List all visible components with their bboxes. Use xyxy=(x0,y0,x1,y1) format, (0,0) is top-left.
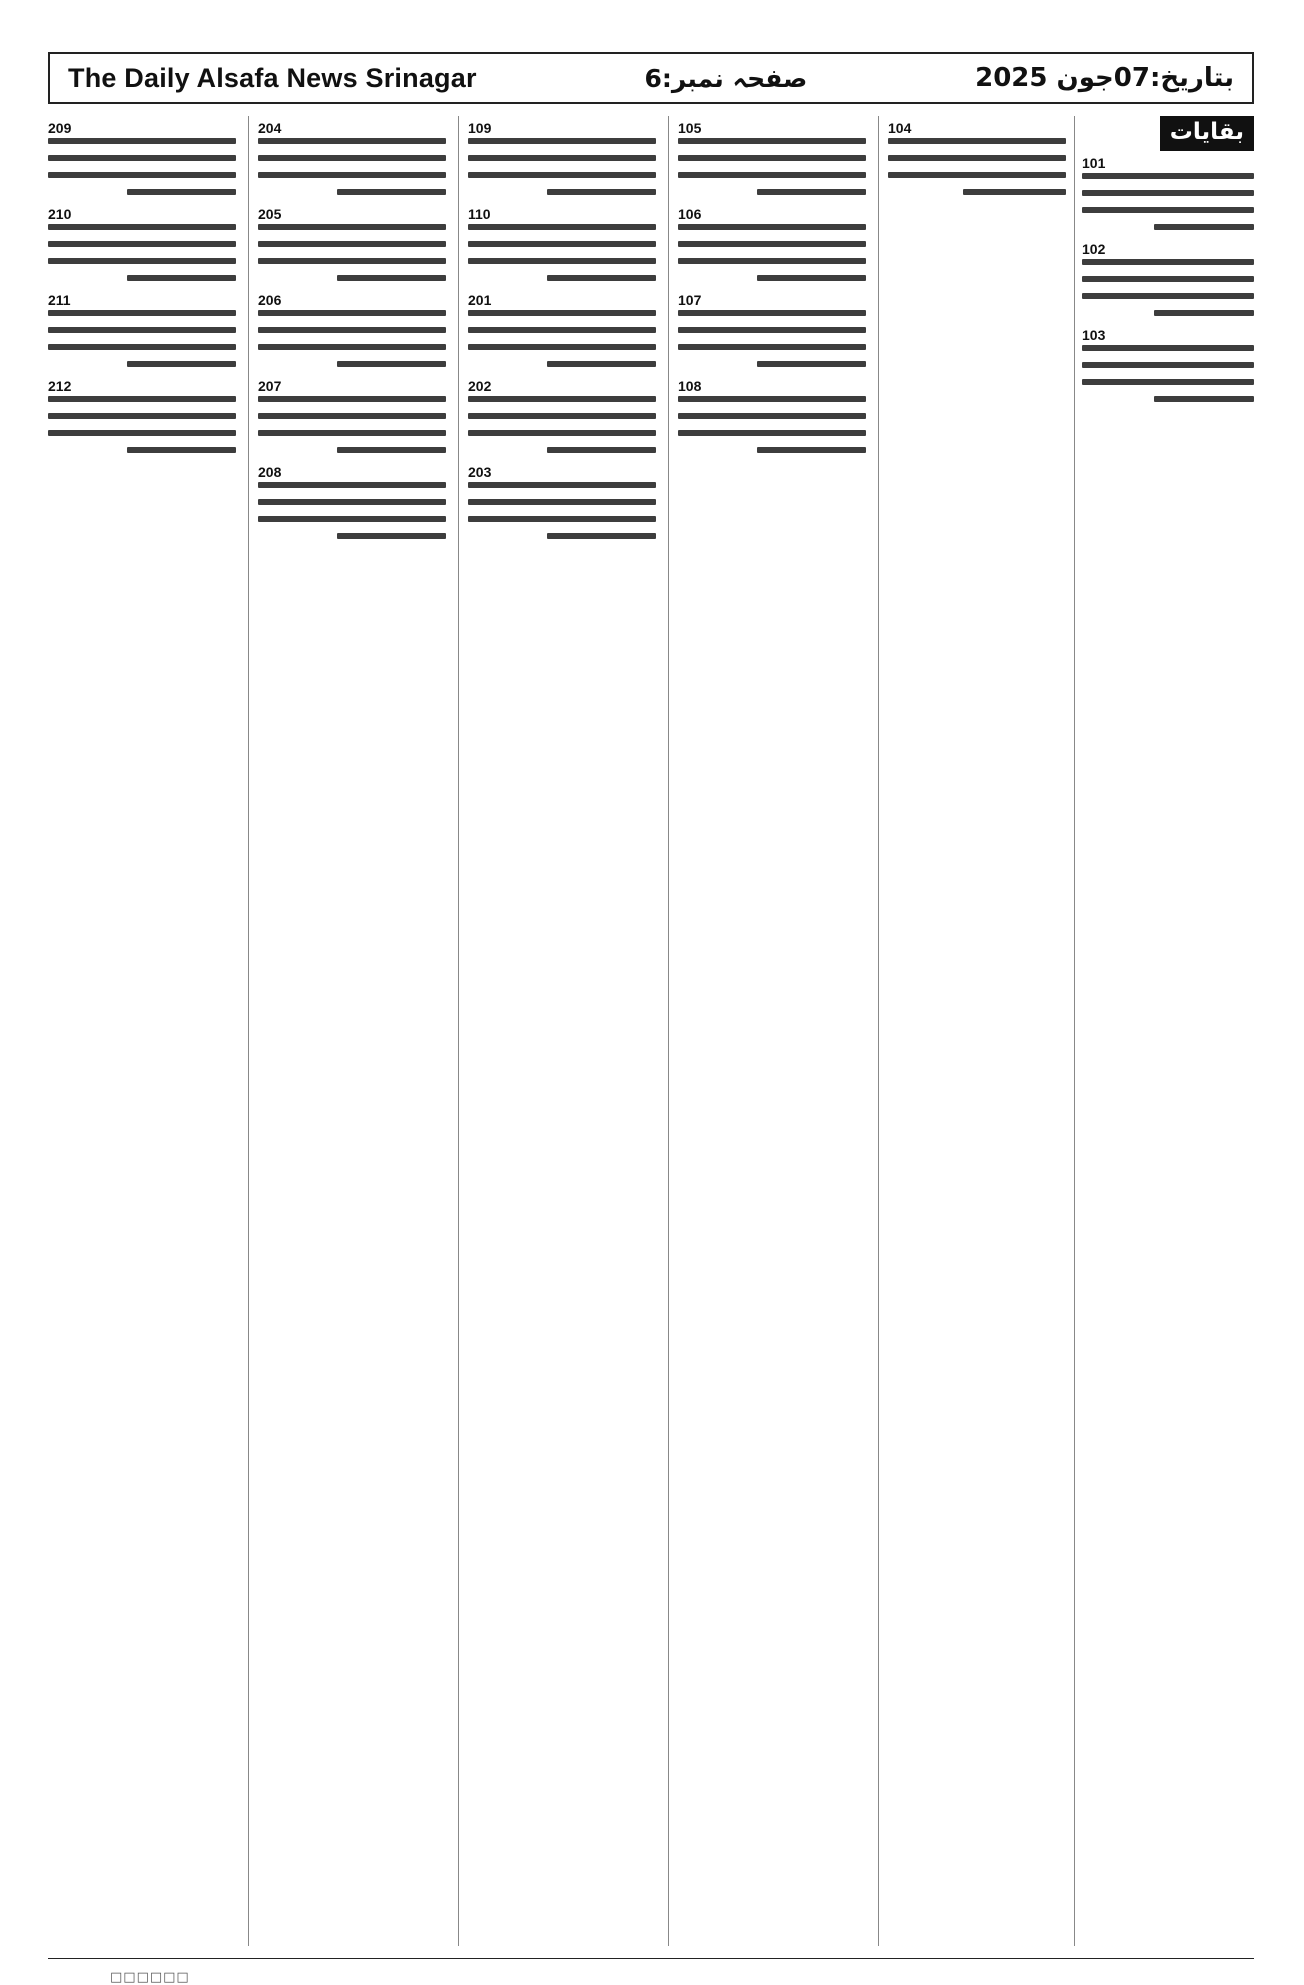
page-number: صفحہ نمبر:6 xyxy=(644,63,808,93)
article-body xyxy=(1082,345,1254,402)
column-divider xyxy=(878,116,879,1946)
section-label: بقایات xyxy=(1160,116,1254,151)
article-body xyxy=(48,396,236,453)
article-body xyxy=(258,482,446,539)
article-column xyxy=(678,116,866,1946)
issue-date: بتاریخ:07جون 2025 xyxy=(975,63,1234,93)
article-body xyxy=(468,482,656,539)
column-divider xyxy=(248,116,249,1946)
article-column xyxy=(888,116,1066,1946)
article-body xyxy=(468,138,656,195)
article-number: 110 xyxy=(468,206,491,222)
paper-name: The Daily Alsafa News Srinagar xyxy=(68,62,477,93)
article-number: 201 xyxy=(468,292,492,308)
article-column xyxy=(468,116,656,1946)
article-number: 104 xyxy=(888,120,912,136)
article-number: 209 xyxy=(48,120,72,136)
article-body xyxy=(258,138,446,195)
footer-divider xyxy=(48,1958,1254,1959)
article-number: 105 xyxy=(678,120,702,136)
article-body xyxy=(1082,259,1254,316)
article-number: 107 xyxy=(678,292,702,308)
article-number: 101 xyxy=(1082,155,1106,171)
article-number: 106 xyxy=(678,206,702,222)
article-number: 204 xyxy=(258,120,282,136)
article-number: 109 xyxy=(468,120,492,136)
column-divider xyxy=(458,116,459,1946)
article-body xyxy=(48,310,236,367)
article-body xyxy=(258,396,446,453)
article-number: 208 xyxy=(258,464,282,480)
article-number: 203 xyxy=(468,464,492,480)
footer-marks: □□□□□□ xyxy=(110,1970,190,1985)
article-column xyxy=(48,116,236,1946)
article-body xyxy=(48,138,236,195)
newspaper-page xyxy=(48,52,1256,1985)
article-body xyxy=(468,396,656,453)
article-body xyxy=(258,224,446,281)
article-number: 206 xyxy=(258,292,282,308)
article-body xyxy=(1082,173,1254,230)
article-column xyxy=(1082,116,1254,1946)
article-body xyxy=(678,138,866,195)
article-body xyxy=(468,224,656,281)
article-number: 205 xyxy=(258,206,282,222)
article-number: 103 xyxy=(1082,327,1106,343)
article-body xyxy=(678,224,866,281)
section-label-wrap xyxy=(1082,116,1254,151)
article-body xyxy=(678,310,866,367)
article-body xyxy=(48,224,236,281)
article-number: 108 xyxy=(678,378,702,394)
article-number: 102 xyxy=(1082,241,1106,257)
article-columns xyxy=(48,116,1254,1946)
column-divider xyxy=(1074,116,1075,1946)
article-number: 207 xyxy=(258,378,282,394)
column-divider xyxy=(668,116,669,1946)
article-body xyxy=(258,310,446,367)
article-number: 202 xyxy=(468,378,492,394)
article-column xyxy=(258,116,446,1946)
article-body xyxy=(468,310,656,367)
article-number: 210 xyxy=(48,206,72,222)
article-number: 211 xyxy=(48,292,71,308)
masthead xyxy=(48,52,1254,104)
article-body xyxy=(888,138,1066,195)
article-number: 212 xyxy=(48,378,72,394)
article-body xyxy=(678,396,866,453)
